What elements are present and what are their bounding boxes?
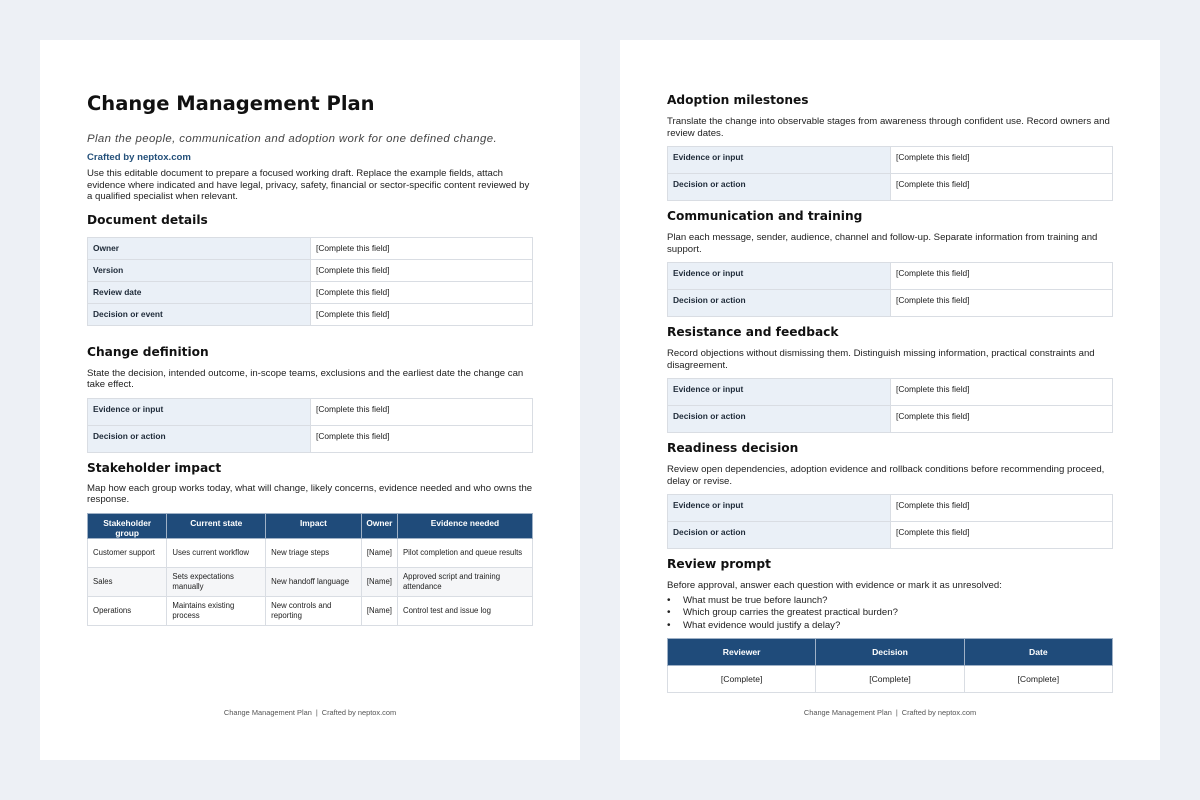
footer-crafted-by: Crafted by neptox.com	[901, 708, 977, 717]
footer-title: Change Management Plan	[803, 708, 892, 717]
column-header: Owner	[361, 513, 397, 538]
readiness-value-field[interactable]: [Complete this field]	[891, 495, 1113, 522]
page-1-content	[87, 92, 533, 626]
resistance-feedback-text: Record objections without dismissing them. Distinguish missing information, practical constraints and disagreement.	[667, 348, 1095, 371]
change-definition-table	[87, 398, 533, 453]
table-cell[interactable]: Pilot completion and queue results	[397, 538, 532, 567]
milestone-value-field[interactable]: [Complete this field]	[891, 147, 1113, 174]
review-prompt-text: Before approval, answer each question with evidence or mark it as unresolved:	[667, 580, 1002, 591]
column-header: Decision	[816, 639, 964, 666]
footer-crafted-by: Crafted by neptox.com	[321, 708, 397, 717]
table-row	[88, 596, 533, 625]
resistance-value-field[interactable]: [Complete this field]	[891, 406, 1113, 433]
table-row	[88, 538, 533, 567]
definition-label: Evidence or input	[88, 398, 311, 425]
table-cell[interactable]: Uses current workflow	[167, 538, 266, 567]
table-row	[668, 290, 1113, 317]
footer-title: Change Management Plan	[223, 708, 312, 717]
page-2-content	[667, 93, 1113, 693]
resistance-value-field[interactable]: [Complete this field]	[891, 379, 1113, 406]
details-value-field[interactable]: [Complete this field]	[311, 237, 533, 259]
list-item: • What must be true before launch?	[667, 595, 1113, 608]
list-item: • Which group carries the greatest practical burden?	[667, 607, 1113, 620]
list-item: • What evidence would justify a delay?	[667, 620, 1113, 633]
table-row	[668, 522, 1113, 549]
stakeholder-impact-table	[87, 513, 533, 626]
crafted-by-link[interactable]: Crafted by neptox.com	[87, 152, 191, 163]
details-value-field[interactable]: [Complete this field]	[311, 259, 533, 281]
review-signoff-table	[667, 638, 1113, 693]
adoption-milestones-table	[667, 146, 1113, 201]
column-header: Evidence needed	[397, 513, 532, 538]
table-header-row	[668, 639, 1113, 666]
table-row	[668, 406, 1113, 433]
table-cell[interactable]: New triage steps	[266, 538, 362, 567]
reviewer-field[interactable]: [Complete]	[668, 666, 816, 693]
readiness-value-field[interactable]: [Complete this field]	[891, 522, 1113, 549]
column-header: Stakeholder group	[88, 513, 167, 538]
column-header: Impact	[266, 513, 362, 538]
table-row	[668, 495, 1113, 522]
stakeholder-impact-heading: Stakeholder impact	[87, 460, 222, 475]
adoption-milestones-text: Translate the change into observable stages from awareness through confident use. Record owners and review dates.	[667, 116, 1110, 139]
table-row	[88, 237, 533, 259]
table-header-row	[88, 513, 533, 538]
resistance-feedback-table	[667, 378, 1113, 433]
change-definition-heading: Change definition	[87, 344, 209, 359]
milestone-label: Evidence or input	[668, 147, 891, 174]
adoption-milestones-heading: Adoption milestones	[667, 93, 809, 107]
definition-label: Decision or action	[88, 425, 311, 452]
table-row	[88, 281, 533, 303]
table-row	[88, 398, 533, 425]
details-value-field[interactable]: [Complete this field]	[311, 281, 533, 303]
table-cell[interactable]: New controls and reporting	[266, 596, 362, 625]
intro-paragraph: Use this editable document to prepare a focused working draft. Replace the example fields, attach evidence where indicated and have legal, privacy, safety, financial or sector-specific content reviewed by a qualified specialist when relevant.	[87, 168, 530, 203]
decision-field[interactable]: [Complete]	[816, 666, 964, 693]
table-row	[88, 259, 533, 281]
table-cell[interactable]: Customer support	[88, 538, 167, 567]
page-footer	[40, 708, 580, 717]
footer-separator: |	[895, 708, 898, 717]
milestone-value-field[interactable]: [Complete this field]	[891, 174, 1113, 201]
details-label: Version	[88, 259, 311, 281]
change-definition-text: State the decision, intended outcome, in-scope teams, exclusions and the earliest date the change can take effect.	[87, 367, 524, 391]
resistance-feedback-heading: Resistance and feedback	[667, 325, 839, 339]
milestone-label: Decision or action	[668, 174, 891, 201]
table-cell[interactable]: [Name]	[361, 596, 397, 625]
table-row	[88, 567, 533, 596]
resistance-label: Decision or action	[668, 406, 891, 433]
table-row	[88, 303, 533, 325]
readiness-label: Decision or action	[668, 522, 891, 549]
column-header: Reviewer	[668, 639, 816, 666]
communication-training-table	[667, 262, 1113, 317]
table-row	[668, 666, 1113, 693]
footer-separator: |	[315, 708, 318, 717]
review-questions-list	[667, 595, 1113, 633]
column-header: Date	[964, 639, 1112, 666]
definition-value-field[interactable]: [Complete this field]	[311, 425, 533, 452]
readiness-decision-table	[667, 494, 1113, 549]
readiness-decision-text: Review open dependencies, adoption evidence and rollback conditions before recommending proceed, delay or revise.	[667, 464, 1105, 487]
table-cell[interactable]: Control test and issue log	[397, 596, 532, 625]
column-header: Current state	[167, 513, 266, 538]
table-cell[interactable]: Operations	[88, 596, 167, 625]
table-cell[interactable]: Sets expectations manually	[167, 567, 266, 596]
document-page-1	[40, 40, 580, 760]
document-subtitle: Plan the people, communication and adoption work for one defined change.	[87, 133, 498, 145]
document-details-table	[87, 237, 533, 326]
document-title: Change Management Plan	[87, 92, 375, 115]
stakeholder-impact-text: Map how each group works today, what will change, likely concerns, evidence needed and who owns the response.	[87, 482, 533, 506]
details-value-field[interactable]: [Complete this field]	[311, 303, 533, 325]
communication-value-field[interactable]: [Complete this field]	[891, 263, 1113, 290]
communication-label: Evidence or input	[668, 263, 891, 290]
communication-label: Decision or action	[668, 290, 891, 317]
details-label: Review date	[88, 281, 311, 303]
table-cell[interactable]: [Name]	[361, 567, 397, 596]
communication-training-heading: Communication and training	[667, 209, 863, 223]
table-row	[668, 379, 1113, 406]
details-label: Owner	[88, 237, 311, 259]
table-cell[interactable]: New handoff language	[266, 567, 362, 596]
definition-value-field[interactable]: [Complete this field]	[311, 398, 533, 425]
table-cell[interactable]: Sales	[88, 567, 167, 596]
readiness-label: Evidence or input	[668, 495, 891, 522]
date-field[interactable]: [Complete]	[964, 666, 1112, 693]
details-label: Decision or event	[88, 303, 311, 325]
table-row	[88, 425, 533, 452]
review-prompt-heading: Review prompt	[667, 557, 771, 571]
table-row	[668, 263, 1113, 290]
communication-value-field[interactable]: [Complete this field]	[891, 290, 1113, 317]
document-page-2	[620, 40, 1160, 760]
table-row	[668, 174, 1113, 201]
document-details-heading: Document details	[87, 212, 208, 227]
resistance-label: Evidence or input	[668, 379, 891, 406]
table-cell[interactable]: Maintains existing process	[167, 596, 266, 625]
page-footer	[620, 708, 1160, 717]
table-cell[interactable]: [Name]	[361, 538, 397, 567]
table-cell[interactable]: Approved script and training attendance	[397, 567, 532, 596]
table-row	[668, 147, 1113, 174]
readiness-decision-heading: Readiness decision	[667, 441, 799, 455]
communication-training-text: Plan each message, sender, audience, channel and follow-up. Separate information from training and support.	[667, 232, 1098, 255]
